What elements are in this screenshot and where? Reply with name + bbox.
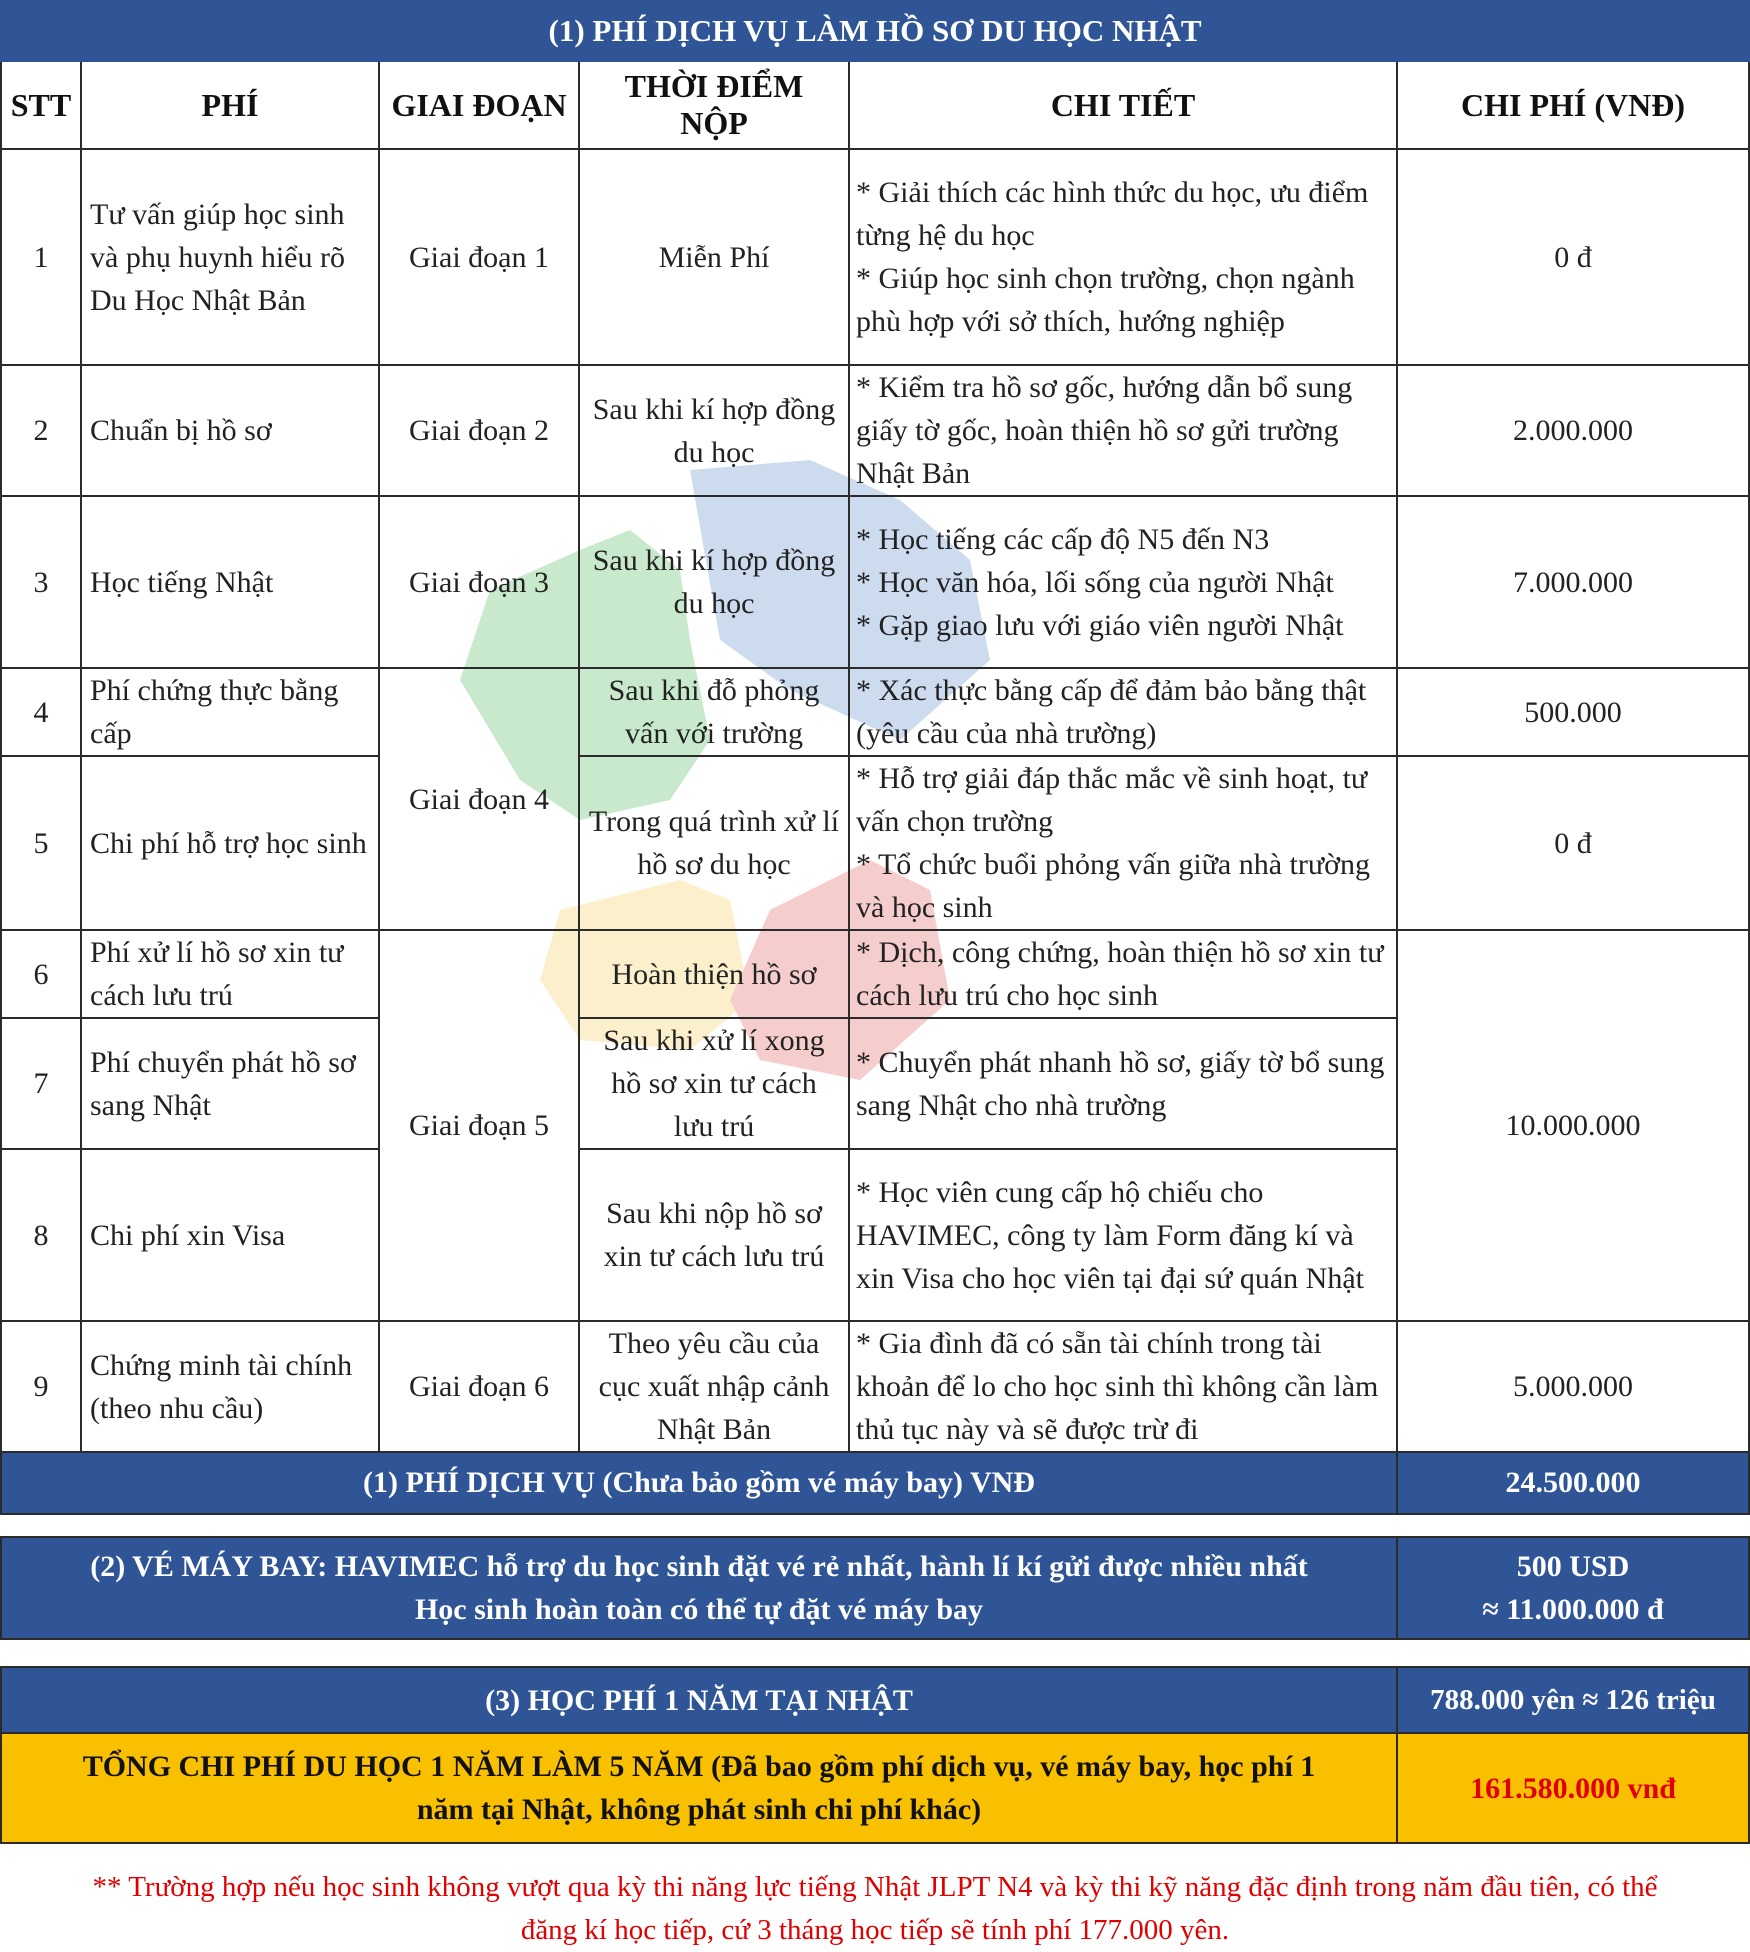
cell-cost: 500.000 — [1397, 668, 1749, 756]
cell-fee: Chi phí xin Visa — [81, 1149, 379, 1321]
header-detail: CHI TIẾT — [849, 61, 1397, 149]
cell-stage: Giai đoạn 1 — [379, 149, 579, 365]
cell-stt: 9 — [1, 1321, 81, 1452]
cell-detail: * Kiểm tra hồ sơ gốc, hướng dẫn bổ sung giấy tờ gốc, hoàn thiện hồ sơ gửi trường Nhật Bản — [849, 365, 1397, 496]
service-total-value: 24.500.000 — [1397, 1452, 1749, 1514]
cell-detail: * Chuyển phát nhanh hồ sơ, giấy tờ bổ sung sang Nhật cho nhà trường — [849, 1018, 1397, 1149]
cell-stt: 3 — [1, 496, 81, 668]
grand-total-label — [1, 1733, 1397, 1843]
cell-detail: * Học viên cung cấp hộ chiếu cho HAVIMEC, công ty làm Form đăng kí và xin Visa cho học viên tại đại sứ quán Nhật — [849, 1149, 1397, 1321]
table-row — [1, 930, 1749, 1018]
grand-total-value: 161.580.000 vnđ — [1397, 1733, 1749, 1843]
header-time: THỜI ĐIỂM NỘP — [579, 61, 849, 149]
cell-cost: 7.000.000 — [1397, 496, 1749, 668]
cell-time: Sau khi nộp hồ sơ xin tư cách lưu trú — [579, 1149, 849, 1321]
footnote-line-1: ** Trường hợp nếu học sinh không vượt qua kỳ thi năng lực tiếng Nhật JLPT N4 và kỳ thi kỹ năng đặc định trong năm đầu tiên, có thể — [92, 1871, 1658, 1903]
header-fee: PHÍ — [81, 61, 379, 149]
cell-fee: Chi phí hỗ trợ học sinh — [81, 756, 379, 930]
table-row — [1, 668, 1749, 756]
cell-detail: * Hỗ trợ giải đáp thắc mắc về sinh hoạt, tư vấn chọn trường * Tổ chức buổi phỏng vấn giữa nhà trường và học sinh — [849, 756, 1397, 930]
cell-fee: Phí chứng thực bằng cấp — [81, 668, 379, 756]
cell-stt: 4 — [1, 668, 81, 756]
header-stt: STT — [1, 61, 81, 149]
cell-cost: 0 đ — [1397, 149, 1749, 365]
cell-stage: Giai đoạn 3 — [379, 496, 579, 668]
airfare-value-usd: 500 USD — [1516, 1550, 1630, 1583]
cell-stt: 2 — [1, 365, 81, 496]
table-row — [1, 149, 1749, 365]
cell-cost: 10.000.000 — [1397, 930, 1749, 1321]
cell-fee: Phí chuyển phát hồ sơ sang Nhật — [81, 1018, 379, 1149]
cell-stt: 5 — [1, 756, 81, 930]
tuition-total-table — [0, 1666, 1750, 1844]
airfare-band — [0, 1536, 1750, 1640]
grand-total-line-1: TỔNG CHI PHÍ DU HỌC 1 NĂM LÀM 5 NĂM (Đã bao gồm phí dịch vụ, vé máy bay, học phí 1 — [82, 1750, 1316, 1783]
airfare-line-1: (2) VÉ MÁY BAY: HAVIMEC hỗ trợ du học sinh đặt vé rẻ nhất, hành lí kí gửi được nhiều nhất — [90, 1550, 1308, 1583]
airfare-line-2: Học sinh hoàn toàn có thể tự đặt vé máy bay — [414, 1593, 984, 1626]
cell-time: Theo yêu cầu của cục xuất nhập cảnh Nhật Bản — [579, 1321, 849, 1452]
cell-time: Sau khi kí hợp đồng du học — [579, 365, 849, 496]
cell-time: Hoàn thiện hồ sơ — [579, 930, 849, 1018]
cell-fee: Phí xử lí hồ sơ xin tư cách lưu trú — [81, 930, 379, 1018]
cell-fee: Chứng minh tài chính (theo nhu cầu) — [81, 1321, 379, 1452]
tuition-label: (3) HỌC PHÍ 1 NĂM TẠI NHẬT — [1, 1667, 1397, 1733]
cell-cost: 0 đ — [1397, 756, 1749, 930]
cell-stage: Giai đoạn 6 — [379, 1321, 579, 1452]
cell-detail: * Học tiếng các cấp độ N5 đến N3 * Học văn hóa, lối sống của người Nhật * Gặp giao lưu với giáo viên người Nhật — [849, 496, 1397, 668]
table-row — [1, 756, 1749, 930]
airfare-value-vnd: ≈ 11.000.000 đ — [1482, 1593, 1664, 1626]
cell-cost: 5.000.000 — [1397, 1321, 1749, 1452]
airfare-label — [1, 1537, 1397, 1639]
cell-stt: 6 — [1, 930, 81, 1018]
cell-time: Sau khi đỗ phỏng vấn với trường — [579, 668, 849, 756]
table-title: (1) PHÍ DỊCH VỤ LÀM HỒ SƠ DU HỌC NHẬT — [1, 1, 1749, 61]
cell-fee: Chuẩn bị hồ sơ — [81, 365, 379, 496]
table-row — [1, 365, 1749, 496]
service-total-row — [1, 1452, 1749, 1514]
cell-stt: 8 — [1, 1149, 81, 1321]
header-cost: CHI PHÍ (VNĐ) — [1397, 61, 1749, 149]
cell-time: Trong quá trình xử lí hồ sơ du học — [579, 756, 849, 930]
cell-stage: Giai đoạn 2 — [379, 365, 579, 496]
table-row — [1, 1321, 1749, 1452]
cell-time: Sau khi kí hợp đồng du học — [579, 496, 849, 668]
cell-stage: Giai đoạn 5 — [379, 930, 579, 1321]
grand-total-line-2: năm tại Nhật, không phát sinh chi phí khác) — [416, 1793, 982, 1826]
airfare-value — [1397, 1537, 1749, 1639]
cell-detail: * Dịch, công chứng, hoàn thiện hồ sơ xin tư cách lưu trú cho học sinh — [849, 930, 1397, 1018]
cell-stage: Giai đoạn 4 — [379, 668, 579, 930]
cell-detail: * Gia đình đã có sẵn tài chính trong tài khoản để lo cho học sinh thì không cần làm thủ tục này và sẽ được trừ đi — [849, 1321, 1397, 1452]
cell-detail: * Xác thực bằng cấp để đảm bảo bằng thật (yêu cầu của nhà trường) — [849, 668, 1397, 756]
table-row — [1, 496, 1749, 668]
cell-detail: * Giải thích các hình thức du học, ưu điểm từng hệ du học * Giúp học sinh chọn trường, chọn ngành phù hợp với sở thích, hướng nghiệp — [849, 149, 1397, 365]
service-total-label: (1) PHÍ DỊCH VỤ (Chưa bảo gồm vé máy bay) VNĐ — [1, 1452, 1397, 1514]
tuition-value: 788.000 yên ≈ 126 triệu — [1397, 1667, 1749, 1733]
cell-time: Sau khi xử lí xong hồ sơ xin tư cách lưu trú — [579, 1018, 849, 1149]
cell-cost: 2.000.000 — [1397, 365, 1749, 496]
footnote — [0, 1866, 1750, 1952]
cell-fee: Học tiếng Nhật — [81, 496, 379, 668]
footnote-line-2: đăng kí học tiếp, cứ 3 tháng học tiếp sẽ tính phí 177.000 yên. — [520, 1914, 1230, 1946]
cell-stt: 7 — [1, 1018, 81, 1149]
cell-fee: Tư vấn giúp học sinh và phụ huynh hiểu rõ Du Học Nhật Bản — [81, 149, 379, 365]
cell-time: Miễn Phí — [579, 149, 849, 365]
header-stage: GIAI ĐOẠN — [379, 61, 579, 149]
cell-stt: 1 — [1, 149, 81, 365]
